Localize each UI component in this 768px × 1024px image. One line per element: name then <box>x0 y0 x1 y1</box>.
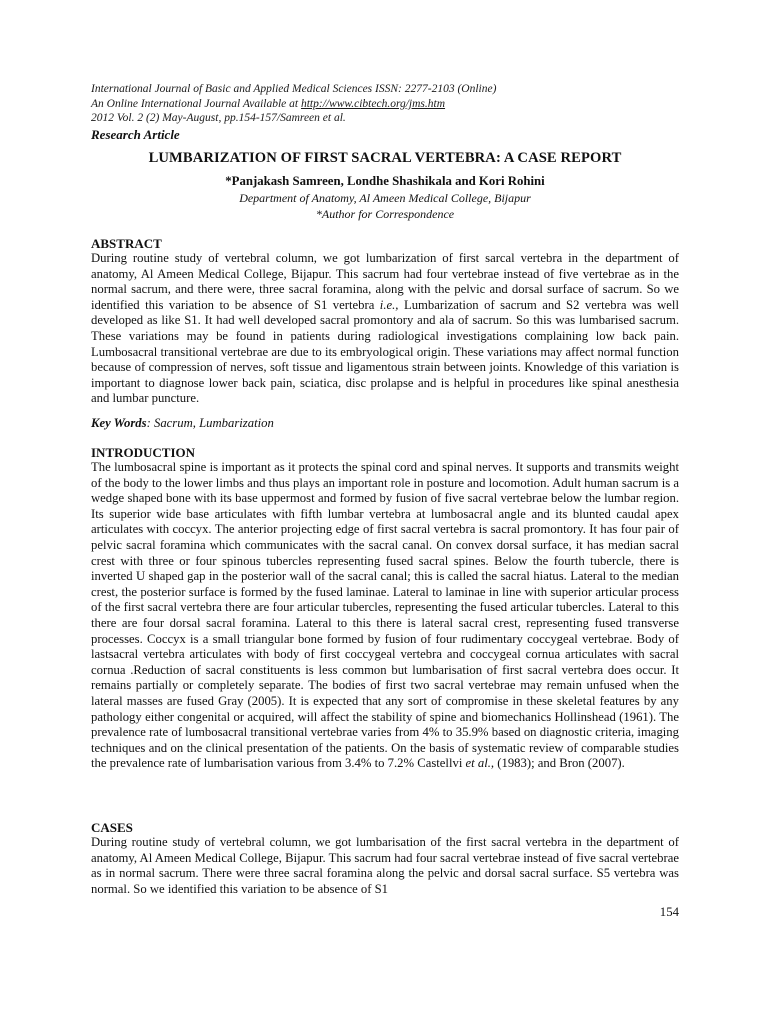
abstract-text-a: During routine study of vertebral column, we got lumbarization of first sarcal vertebra in the department of anatomy, Al Ameen Medical College, Bijapur. This sacrum had four vertebrae instead of five vertebrae as in the normal sacrum, and there were, three sacral foramina, along with the pelvic and dorsal surface of sacrum. So we identified this variation to be absence of S1 vertebra <box>91 251 679 312</box>
keywords-value: : Sacrum, Lumbarization <box>146 416 274 430</box>
journal-url-link[interactable]: http://www.cibtech.org/jms.htm <box>300 97 446 110</box>
keywords <box>91 416 274 431</box>
journal-volume-line: 2012 Vol. 2 (2) May-August, pp.154-157/Samreen et al. <box>91 112 346 125</box>
authors: *Panjakash Samreen, Londhe Shashikala and Kori Rohini <box>225 174 545 188</box>
cases-text: During routine study of vertebral column, we got lumbarisation of the first sacral vertebra in the department of anatomy, Al Ameen Medical College, Bijapur. This sacrum had four sacral vertebrae instead of five sacral vertebrae as in normal sacrum. There were three sacral foramina along the pelvic and dorsal sacral surface. S5 vertebra was normal. So we identified this variation to be absence of S1 <box>91 835 679 896</box>
journal-url-prefix: An Online International Journal Available at <box>91 97 301 110</box>
journal-issn-line: International Journal of Basic and Applied Medical Sciences ISSN: 2277-2103 (Online) <box>91 83 497 95</box>
cases-heading: CASES <box>91 820 133 835</box>
abstract-ie: i.e., <box>379 297 399 312</box>
abstract-text-b: Lumbarization of sacrum and S2 vertebra was well developed as like S1. It had well developed sacral promontory and ala of sacrum. So this was lumbarised sacrum. These variations may be found in patients during radiological investigations complaining low back pain. Lumbosacral transitional vertebrae are due to its embryological origin. These variations may affect normal function because of compression of nerves, soft tissue and ligamentous strain between joints. Knowledge of this variation is important to diagnose lower back pain, sciatica, disc prolapse and is helpful in procedures like spinal anesthesia and lumbar puncture. <box>91 297 679 406</box>
introduction-etal: et al., <box>465 756 495 771</box>
abstract-text <box>91 251 679 407</box>
abstract-heading: ABSTRACT <box>91 236 162 251</box>
introduction-text <box>91 460 679 772</box>
correspondence-note: *Author for Correspondence <box>315 206 455 221</box>
paper-title: LUMBARIZATION OF FIRST SACRAL VERTEBRA: A CASE REPORT <box>148 150 622 166</box>
introduction-text-a: The lumbosacral spine is important as it protects the spinal cord and spinal nerves. It supports and transmits weight of the body to the lower limbs and thus plays an important role in posture and locomotion. Adult human sacrum is a wedge shaped bone with its base uppermost and formed by fusion of five sacral vertebrae below the lumbar region. Its superior wide base articulates with fifth lumbar vertebra at lumbosacral angle and its blunted caudal apex articulates with coccyx. The anterior projecting edge of first sacral vertebra is sacral promontory. It has four pair of pelvic sacral foramina which communicates with the sacral canal. On convex dorsal surface, it has median sacral crest with three or four spinous tubercles representing fused sacral spines. Below the fourth tubercle, there is inverted U shaped gap in the posterior wall of the sacral canal; this is called the sacral hiatus. Lateral to the median crest, the posterior surface is formed by the fused laminae. Lateral to laminae in line with superior articular process of the first sacral vertebra there are four articular tubercles, representing the fused articular tubercles. Lateral to this there are four dorsal sacral foramina. Lateral to this there is lateral sacral crest, representing fused transverse processes. Coccyx is a small triangular bone formed by fusion of four rudimentary coccygeal vertebrae. Body of lastsacral vertebra articulates with body of first coccygeal vertebra and coccygeal cornua articulates with sacral cornua .Reduction of sacral constituents is less common but lumbarisation of first sacral vertebra does occur. It remains partially or completely separate. The bodies of first two sacral vertebrae may remain unfused when the lateral masses are fused Gray (2005). It is expected that any sort of compromise in these skeletal features by any pathology either congenital or acquired, will affect the stability of spine and biomechanics Hollinshead (1961). The prevalence rate of lumbosacral transitional vertebrae varies from 4% to 35.9% based on diagnostic criteria, imaging techniques and on the clinical presentation of the patients. On the basis of systematic review of comparable studies the prevalence rate of lumbarisation various from 3.4% to 7.2% Castellvi <box>91 460 679 771</box>
article-type: Research Article <box>91 127 180 142</box>
introduction-text-b: (1983); and Bron (2007). <box>494 756 625 771</box>
page-number: 154 <box>659 905 679 919</box>
affiliation-block <box>91 191 679 222</box>
journal-url-line <box>91 97 496 112</box>
affiliation: Department of Anatomy, Al Ameen Medical College, Bijapur <box>239 191 531 205</box>
keywords-label: Key Words <box>91 416 147 430</box>
introduction-heading: INTRODUCTION <box>91 445 196 460</box>
journal-header <box>91 82 496 126</box>
